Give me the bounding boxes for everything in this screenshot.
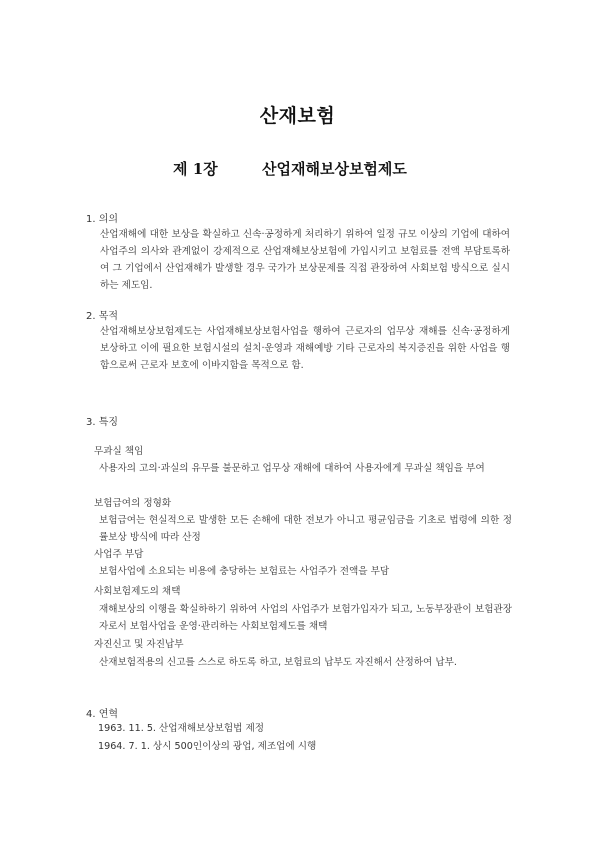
- feature-title: 사업주 부담: [94, 549, 144, 560]
- feature-title: 보험급여의 정형화: [94, 498, 172, 509]
- section-heading-purpose: 2. 목적: [86, 311, 119, 322]
- feature-description: 보험사업에 소요되는 비용에 충당하는 보험료는 사업주가 전액을 부담: [99, 566, 390, 577]
- feature-title: 사회보험제도의 채택: [94, 586, 181, 597]
- feature-description: 산재보험적용의 신고를 스스로 하도록 하고, 보험료의 납부도 자진해서 산정하여 납부.: [99, 657, 457, 668]
- section-heading-features: 3. 특징: [86, 417, 119, 428]
- feature-description: 보험급여는 현실적으로 발생한 모든 손해에 대한 전보가 아니고 평균임금을 기초로 법령에 의한 정률보상 방식에 따라 산정: [99, 515, 512, 543]
- feature-title: 자진신고 및 자진납부: [94, 639, 184, 650]
- section-heading-meaning: 1. 의의: [86, 214, 119, 225]
- section-text-purpose: 산업재해보상보험제도는 사업재해보상보험사업을 행하여 근로자의 업무상 재해를 신속·공정하게 보상하고 이에 필요한 보험시설의 설치·운영과 재해예방 기타 근로자의 복지증진을 위한 사업을 행함으로써 근로자 보호에 이바지함을 목적으로 함.: [100, 326, 510, 371]
- history-item: 1964. 7. 1. 상시 500인이상의 광업, 제조업에 시행: [98, 741, 317, 752]
- section-text-meaning: 산업재해에 대한 보상을 확실하고 신속·공정하게 처리하기 위하여 일정 규모 이상의 기업에 대하여 사업주의 의사와 관계없이 강제적으로 산업재해보상보험에 가입시키고 보험료를 전액 부담토록하여 그 기업에서 산업재해가 발생할 경우 국가가 보상문제를 직접 관장하여 사회보험 방식으로 실시하는 제도임.: [100, 229, 510, 291]
- chapter-number: 제 1장: [173, 160, 218, 178]
- section-heading-history: 4. 연혁: [86, 709, 119, 720]
- chapter-name: 산업재해보상보험제도: [262, 160, 407, 178]
- feature-description: 사용자의 고의·과실의 유무를 불문하고 업무상 재해에 대하여 사용자에게 무과실 책임을 부여: [99, 463, 485, 474]
- feature-description: 재해보상의 이행을 확실하하기 위하여 사업의 사업주가 보험가입자가 되고, 노동부장관이 보험관장자로서 보험사업을 운영·관리하는 사회보험제도를 채택: [99, 604, 512, 632]
- history-item: 1963. 11. 5. 산업재해보상보험법 제정: [98, 723, 265, 734]
- feature-title: 무과실 책임: [94, 446, 144, 457]
- page-title: 산재보험: [259, 105, 336, 127]
